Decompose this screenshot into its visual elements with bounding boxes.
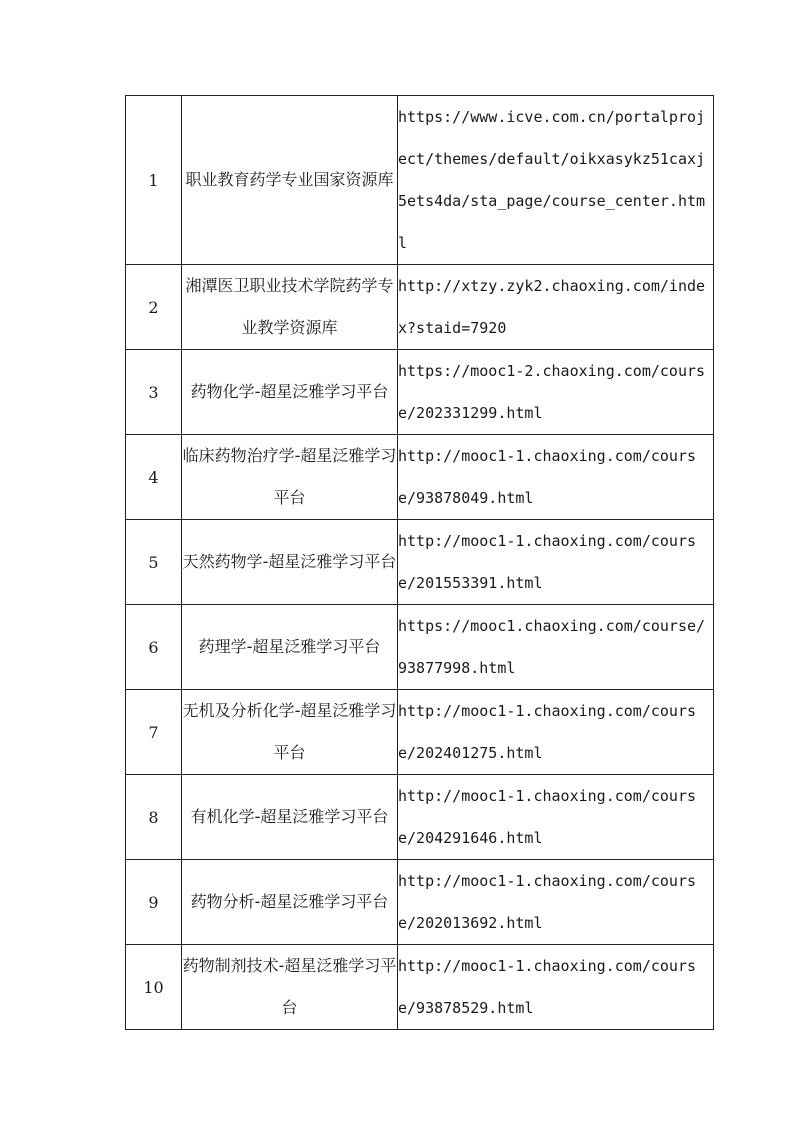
resource-name: 药物分析-超星泛雅学习平台 — [182, 860, 398, 945]
resource-name: 有机化学-超星泛雅学习平台 — [182, 775, 398, 860]
resource-name: 临床药物治疗学-超星泛雅学习平台 — [182, 435, 398, 520]
resource-link[interactable]: http://mooc1-1.chaoxing.com/course/202401275.html — [398, 690, 714, 775]
resource-link[interactable]: http://mooc1-1.chaoxing.com/course/201553391.html — [398, 520, 714, 605]
row-number: 9 — [126, 860, 182, 945]
resource-name: 天然药物学-超星泛雅学习平台 — [182, 520, 398, 605]
row-number: 1 — [126, 96, 182, 265]
resource-link[interactable]: http://mooc1-1.chaoxing.com/course/93878049.html — [398, 435, 714, 520]
table-row — [126, 860, 714, 945]
resource-link[interactable]: http://xtzy.zyk2.chaoxing.com/index?staid=7920 — [398, 265, 714, 350]
resource-name: 无机及分析化学-超星泛雅学习平台 — [182, 690, 398, 775]
resource-name: 药物制剂技术-超星泛雅学习平台 — [182, 945, 398, 1030]
row-number: 4 — [126, 435, 182, 520]
resource-link[interactable]: http://mooc1-1.chaoxing.com/course/93878529.html — [398, 945, 714, 1030]
resource-link[interactable]: https://www.icve.com.cn/portalproject/themes/default/oikxasykz51caxj5ets4da/sta_page/course_center.html — [398, 96, 714, 265]
resource-link[interactable]: http://mooc1-1.chaoxing.com/course/202013692.html — [398, 860, 714, 945]
table-row — [126, 96, 714, 265]
table-row — [126, 350, 714, 435]
table-row — [126, 690, 714, 775]
table-row — [126, 435, 714, 520]
row-number: 2 — [126, 265, 182, 350]
row-number: 3 — [126, 350, 182, 435]
table-row — [126, 605, 714, 690]
row-number: 8 — [126, 775, 182, 860]
resource-name: 药理学-超星泛雅学习平台 — [182, 605, 398, 690]
resource-name: 职业教育药学专业国家资源库 — [182, 96, 398, 265]
resource-link[interactable]: https://mooc1-2.chaoxing.com/course/202331299.html — [398, 350, 714, 435]
resource-table — [125, 95, 714, 1030]
table-row — [126, 520, 714, 605]
resource-link[interactable]: http://mooc1-1.chaoxing.com/course/204291646.html — [398, 775, 714, 860]
row-number: 5 — [126, 520, 182, 605]
resource-name: 湘潭医卫职业技术学院药学专业教学资源库 — [182, 265, 398, 350]
resource-link[interactable]: https://mooc1.chaoxing.com/course/93877998.html — [398, 605, 714, 690]
row-number: 10 — [126, 945, 182, 1030]
table-row — [126, 945, 714, 1030]
table-row — [126, 775, 714, 860]
row-number: 6 — [126, 605, 182, 690]
row-number: 7 — [126, 690, 182, 775]
resource-name: 药物化学-超星泛雅学习平台 — [182, 350, 398, 435]
table-row — [126, 265, 714, 350]
